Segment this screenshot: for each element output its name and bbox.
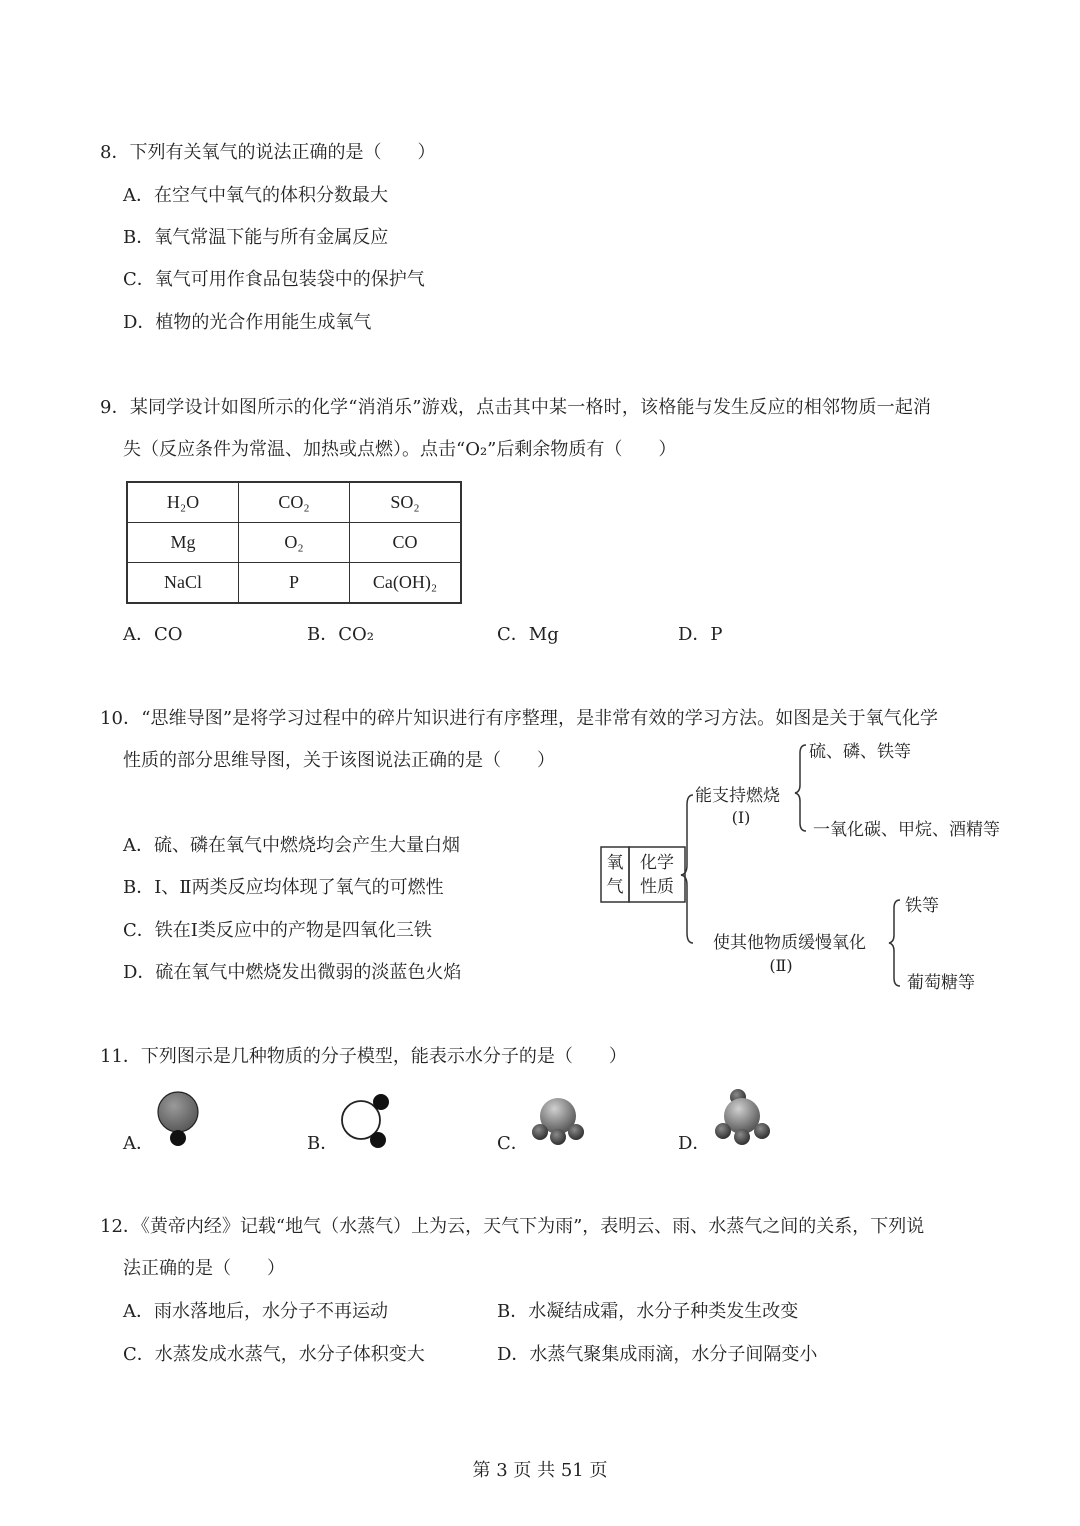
q9-stem-line2: 失（反应条件为常温、加热或点燃）。点击“O₂”后剩余物质有（ ） [123,439,677,460]
molecule-model-a-icon [150,1088,210,1150]
molecule-model-b-icon [335,1090,395,1150]
q12-option-c: C．水蒸发成水蒸气，水分子体积变大 [123,1344,425,1365]
mind-map-branch2-brace [889,900,900,986]
mind-map-branch1-item2: 一氧化碳、甲烷、酒精等 [813,820,1000,840]
q11-option-a: A． [123,1133,154,1154]
mind-map-branch2-tag: (Ⅱ) [769,956,793,975]
mind-map-main-brace [681,795,693,943]
mind-map-branch1-item1: 硫、磷、铁等 [809,742,911,762]
grid-cell: NaCl [127,563,239,604]
q10-stem-line2: 性质的部分思维导图，关于该图说法正确的是（ ） [123,750,555,771]
q10-option-c: C．铁在Ⅰ类反应中的产物是四氧化三铁 [123,920,432,941]
q12-option-d: D．水蒸气聚集成雨滴，水分子间隔变小 [497,1344,818,1365]
mind-map-branch1-brace [795,745,806,831]
mind-map-branch2-label: 使其他物质缓慢氧化 [713,933,866,953]
grid-cell: P [239,563,350,604]
molecule-model-d-icon [712,1086,774,1146]
q8-option-a: A．在空气中氧气的体积分数最大 [123,185,388,206]
q9-option-b: B．CO₂ [307,624,374,645]
q11-stem: 11．下列图示是几种物质的分子模型，能表示水分子的是（ ） [100,1046,627,1067]
q12-option-b: B．水凝结成霜，水分子种类发生改变 [497,1301,799,1322]
q11-option-c: C． [497,1133,529,1154]
q9-substance-grid [126,481,462,604]
grid-cell: SO₂ [350,482,462,523]
mind-map-root-char1: 氧 [606,853,624,873]
q9-stem-line1: 9．某同学设计如图所示的化学“消消乐”游戏，点击其中某一格时，该格能与发生反应的相邻物质一起消 [100,397,932,418]
mind-map-branch1-tag: (Ⅰ) [731,808,751,827]
q8-stem: 8．下列有关氧气的说法正确的是（ ） [100,142,436,163]
q12-stem-line2: 法正确的是（ ） [123,1258,285,1279]
grid-cell: O₂ [239,523,350,563]
q12-option-a: A．雨水落地后，水分子不再运动 [123,1301,388,1322]
q10-option-d: D．硫在氧气中燃烧发出微弱的淡蓝色火焰 [123,962,462,983]
page-number-footer: 第 3 页 共 51 页 [472,1460,608,1481]
grid-cell: H₂O [127,482,239,523]
q8-option-b: B．氧气常温下能与所有金属反应 [123,227,389,248]
mind-map-branch1-label: 能支持燃烧 [695,786,780,806]
mind-map-property-line1: 化学 [640,853,674,873]
mind-map-branch2-item1: 铁等 [905,896,939,916]
q10-option-b: B．Ⅰ、Ⅱ两类反应均体现了氧气的可燃性 [123,877,444,898]
mind-map-branch2-item2: 葡萄糖等 [907,973,975,993]
q10-option-a: A．硫、磷在氧气中燃烧均会产生大量白烟 [123,835,460,856]
q9-option-a: A．CO [123,624,183,645]
grid-cell: Mg [127,523,239,563]
q12-stem-line1: 12．《黄帝内经》记载“地气（水蒸气）上为云，天气下为雨”，表明云、雨、水蒸气之间的关系，下列说 [100,1216,925,1237]
grid-cell: Ca(OH)₂ [350,563,462,604]
mind-map-root-char2: 气 [606,877,624,897]
q9-option-d: D．P [678,624,723,645]
grid-cell: CO [350,523,462,563]
molecule-model-c-icon [528,1094,588,1146]
q9-option-c: C．Mg [497,624,559,645]
q10-oxygen-mind-map [595,735,1025,1000]
q8-option-c: C．氧气可用作食品包装袋中的保护气 [123,269,425,290]
q10-stem-line1: 10．“思维导图”是将学习过程中的碎片知识进行有序整理，是非常有效的学习方法。如图是关于氧气化学 [100,708,939,729]
q11-option-b: B． [307,1133,339,1154]
grid-cell: CO₂ [239,482,350,523]
q8-option-d: D．植物的光合作用能生成氧气 [123,312,372,333]
mind-map-property-line2: 性质 [640,877,674,897]
q11-option-d: D． [678,1133,711,1154]
